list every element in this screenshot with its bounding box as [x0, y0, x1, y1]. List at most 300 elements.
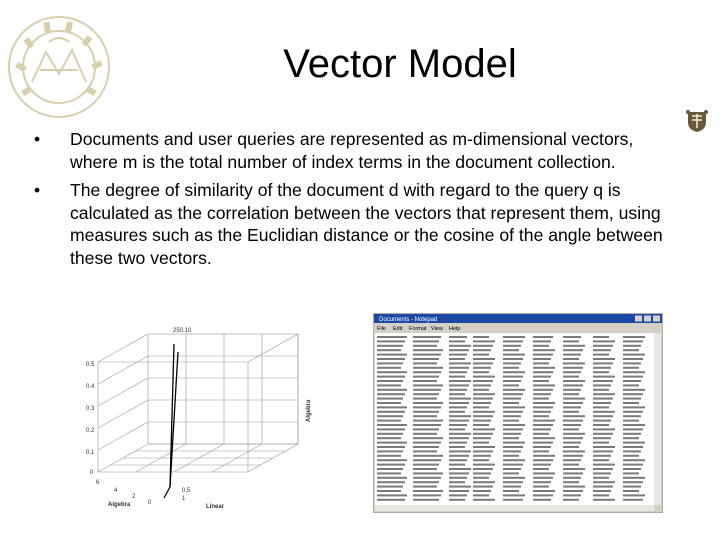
text-line	[563, 486, 585, 488]
text-line	[533, 459, 553, 461]
text-line	[623, 424, 645, 426]
text-line	[413, 362, 437, 364]
text-line	[623, 367, 639, 369]
text-line	[593, 420, 611, 422]
text-line	[623, 371, 645, 373]
text-line	[593, 486, 613, 488]
text-line	[623, 354, 645, 356]
text-line	[377, 389, 407, 391]
text-line	[533, 433, 549, 435]
text-line	[377, 336, 407, 338]
text-line	[413, 499, 439, 501]
text-line	[593, 336, 609, 338]
text-line	[623, 380, 641, 382]
text-line	[533, 446, 551, 448]
text-line	[473, 442, 489, 444]
text-line	[377, 340, 405, 342]
text-line	[413, 455, 443, 457]
text-line	[503, 446, 523, 448]
text-line	[593, 415, 613, 417]
text-line	[449, 411, 465, 413]
plot-top-label: 250.10	[173, 328, 192, 334]
text-line	[377, 376, 405, 378]
text-line	[377, 371, 407, 373]
text-line	[377, 406, 407, 408]
text-line	[623, 433, 641, 435]
text-line	[563, 494, 581, 496]
text-line	[449, 428, 465, 430]
text-line	[503, 367, 519, 369]
text-line	[593, 371, 609, 373]
text-line	[623, 494, 645, 496]
bullet-text: The degree of similarity of the document d with regard to the query q is calculated as the correlation between the vectors that represent them, using measures such as the Euclidian distance or the cosine of the angle between these two vectors.	[70, 180, 663, 268]
text-line	[593, 380, 613, 382]
text-line	[413, 336, 441, 338]
text-line	[473, 398, 493, 400]
text-line	[563, 376, 579, 378]
text-line	[377, 345, 403, 347]
text-line	[449, 406, 467, 408]
text-line	[413, 406, 441, 408]
text-line	[377, 472, 401, 474]
text-line	[449, 376, 465, 378]
text-line	[593, 459, 609, 461]
text-line	[503, 393, 523, 395]
text-line	[473, 402, 491, 404]
text-line	[593, 406, 609, 408]
menu-item: Help	[449, 326, 461, 332]
text-line	[377, 477, 407, 479]
z-axis-label: Algebra	[306, 399, 312, 422]
text-line	[593, 384, 611, 386]
text-line	[413, 389, 441, 391]
text-line	[533, 340, 551, 342]
text-line	[593, 499, 615, 501]
text-line	[623, 455, 639, 457]
text-line	[449, 371, 467, 373]
text-line	[503, 442, 525, 444]
text-line	[563, 459, 581, 461]
text-line	[413, 415, 437, 417]
text-line	[449, 340, 465, 342]
text-line	[593, 398, 613, 400]
text-line	[533, 367, 555, 369]
text-line	[533, 393, 551, 395]
text-line	[623, 389, 645, 391]
text-line	[563, 354, 581, 356]
text-line	[593, 411, 615, 413]
text-line	[449, 437, 469, 439]
scrollbar	[375, 505, 654, 511]
text-line	[533, 472, 555, 474]
text-line	[413, 490, 443, 492]
text-line	[563, 433, 585, 435]
text-line	[503, 437, 519, 439]
text-line	[563, 340, 579, 342]
text-line	[449, 446, 465, 448]
text-line	[473, 411, 495, 413]
text-line	[563, 477, 581, 479]
text-line	[503, 472, 519, 474]
text-line	[377, 446, 405, 448]
text-line	[413, 411, 439, 413]
text-line	[593, 362, 613, 364]
text-line	[413, 459, 441, 461]
text-line	[449, 494, 467, 496]
text-line	[473, 455, 491, 457]
text-line	[563, 499, 579, 501]
text-line	[503, 358, 523, 360]
text-line	[377, 415, 403, 417]
text-line	[533, 477, 553, 479]
text-line	[593, 376, 615, 378]
text-line	[623, 362, 641, 364]
text-line	[503, 345, 521, 347]
text-line	[623, 336, 645, 338]
text-line	[623, 437, 639, 439]
text-line	[533, 376, 551, 378]
text-line	[623, 446, 643, 448]
maximize-icon	[644, 316, 651, 322]
text-line	[377, 433, 403, 435]
text-line	[593, 349, 611, 351]
text-line	[623, 477, 645, 479]
text-line	[449, 336, 467, 338]
text-line	[503, 354, 525, 356]
text-line	[623, 384, 639, 386]
text-line	[449, 450, 471, 452]
text-line	[377, 398, 403, 400]
text-line	[503, 486, 521, 488]
text-line	[563, 362, 585, 364]
text-line	[377, 437, 401, 439]
text-line	[449, 398, 471, 400]
text-line	[533, 494, 553, 496]
text-line	[503, 376, 523, 378]
text-line	[563, 406, 581, 408]
text-line	[449, 472, 469, 474]
text-line	[473, 393, 495, 395]
text-line	[533, 354, 553, 356]
text-line	[377, 380, 403, 382]
y-tick: 0.5	[182, 488, 191, 494]
text-line	[449, 380, 471, 382]
text-line	[473, 340, 495, 342]
text-line	[473, 437, 491, 439]
text-line	[377, 402, 401, 404]
text-line	[473, 459, 489, 461]
text-line	[623, 459, 645, 461]
text-line	[473, 415, 493, 417]
text-line	[563, 380, 585, 382]
text-line	[377, 464, 405, 466]
text-line	[563, 455, 583, 457]
text-line	[533, 468, 549, 470]
text-line	[623, 406, 645, 408]
text-line	[377, 358, 405, 360]
text-line	[473, 477, 489, 479]
text-line	[533, 362, 549, 364]
text-line	[449, 402, 469, 404]
bullet-item	[34, 179, 684, 269]
text-line	[593, 481, 615, 483]
text-line	[473, 380, 493, 382]
text-line	[473, 354, 489, 356]
text-line	[593, 464, 615, 466]
text-line	[593, 455, 611, 457]
scrollbar	[654, 333, 661, 505]
text-line	[413, 380, 437, 382]
text-line	[377, 362, 403, 364]
text-line	[503, 459, 525, 461]
text-line	[593, 477, 609, 479]
crest-icon	[684, 108, 710, 134]
text-line	[473, 345, 493, 347]
text-line	[533, 415, 549, 417]
text-line	[563, 424, 581, 426]
menu-item: Edit	[393, 326, 403, 332]
text-line	[533, 428, 551, 430]
text-line	[473, 464, 495, 466]
text-line	[413, 420, 443, 422]
text-line	[473, 433, 493, 435]
text-line	[473, 406, 489, 408]
text-line	[593, 446, 615, 448]
text-line	[593, 442, 609, 444]
text-line	[563, 384, 583, 386]
text-line	[593, 433, 613, 435]
text-line	[533, 424, 553, 426]
text-line	[473, 428, 495, 430]
text-line	[473, 336, 489, 338]
text-line	[449, 499, 465, 501]
text-line	[593, 428, 615, 430]
text-line	[377, 354, 407, 356]
text-line	[413, 398, 437, 400]
text-line	[503, 420, 519, 422]
notepad-window-screenshot	[373, 313, 663, 513]
text-line	[449, 389, 467, 391]
text-line	[473, 468, 493, 470]
text-line	[503, 380, 521, 382]
text-line	[533, 481, 551, 483]
text-line	[449, 415, 471, 417]
text-line	[377, 494, 407, 496]
z-tick: 0.2	[86, 428, 95, 434]
text-line	[413, 402, 443, 404]
text-line	[473, 420, 491, 422]
text-line	[593, 345, 613, 347]
text-line	[413, 349, 443, 351]
text-line	[449, 384, 469, 386]
text-line	[593, 494, 609, 496]
text-line	[449, 345, 471, 347]
text-line	[533, 384, 555, 386]
text-line	[533, 358, 551, 360]
text-line	[413, 446, 439, 448]
text-line	[533, 464, 551, 466]
z-tick: 0.1	[86, 450, 95, 456]
text-line	[623, 402, 639, 404]
text-line	[623, 345, 641, 347]
text-line	[473, 349, 491, 351]
text-line	[623, 415, 641, 417]
x-tick: 2	[132, 494, 136, 500]
text-line	[377, 367, 401, 369]
text-line	[503, 336, 525, 338]
text-line	[563, 442, 581, 444]
text-line	[563, 393, 579, 395]
text-line	[623, 468, 641, 470]
menu-item: File	[377, 326, 386, 332]
y-axis-label: Linear	[206, 504, 225, 510]
text-line	[563, 464, 579, 466]
text-line	[503, 424, 525, 426]
text-line	[413, 468, 437, 470]
text-line	[377, 499, 405, 501]
text-line	[533, 420, 555, 422]
text-line	[563, 468, 585, 470]
text-line	[503, 494, 525, 496]
text-line	[449, 455, 469, 457]
text-line	[593, 424, 609, 426]
text-line	[593, 472, 611, 474]
text-line	[533, 398, 549, 400]
text-line	[533, 455, 555, 457]
text-line	[503, 499, 523, 501]
text-line	[593, 358, 615, 360]
text-line	[413, 494, 441, 496]
text-line	[593, 490, 611, 492]
text-line	[473, 371, 489, 373]
text-line	[473, 362, 493, 364]
text-line	[449, 349, 469, 351]
text-line	[473, 486, 493, 488]
text-line	[449, 393, 465, 395]
text-line	[473, 384, 491, 386]
text-line	[563, 481, 579, 483]
text-line	[473, 472, 491, 474]
text-line	[503, 481, 523, 483]
text-line	[503, 340, 523, 342]
text-line	[503, 468, 521, 470]
text-line	[503, 389, 525, 391]
text-line	[449, 477, 467, 479]
text-line	[413, 433, 437, 435]
text-line	[413, 442, 441, 444]
text-line	[533, 437, 555, 439]
text-line	[593, 389, 609, 391]
text-line	[449, 481, 465, 483]
text-line	[413, 354, 441, 356]
text-line	[413, 340, 439, 342]
text-line	[413, 472, 443, 474]
text-line	[413, 358, 439, 360]
text-line	[563, 411, 579, 413]
close-icon	[653, 316, 660, 322]
text-line	[623, 450, 641, 452]
text-line	[533, 380, 549, 382]
y-tick: 1	[182, 496, 186, 502]
text-line	[623, 442, 645, 444]
text-line	[413, 481, 439, 483]
university-seal-icon	[4, 12, 114, 122]
text-line	[503, 384, 519, 386]
text-line	[503, 455, 519, 457]
text-line	[563, 358, 579, 360]
text-line	[533, 349, 555, 351]
text-line	[563, 345, 585, 347]
text-line	[533, 450, 549, 452]
text-line	[623, 398, 641, 400]
text-line	[503, 490, 519, 492]
text-line	[563, 420, 583, 422]
text-line	[503, 428, 523, 430]
text-line	[413, 464, 439, 466]
text-line	[623, 340, 643, 342]
text-line	[449, 442, 467, 444]
text-line	[563, 367, 583, 369]
window-title: Documents - Notepad	[379, 317, 438, 323]
text-line	[503, 398, 521, 400]
text-line	[377, 424, 407, 426]
bullet-glyph: •	[34, 180, 41, 200]
x-tick: 6	[96, 480, 100, 486]
bullet-list	[34, 128, 684, 275]
3d-vector-plot	[78, 322, 348, 512]
text-line	[449, 464, 465, 466]
text-line	[449, 468, 471, 470]
text-line	[623, 481, 643, 483]
text-line	[533, 336, 553, 338]
text-line	[449, 354, 467, 356]
z-tick: 0.3	[86, 406, 95, 412]
text-line	[623, 486, 641, 488]
text-line	[623, 472, 639, 474]
text-line	[533, 406, 553, 408]
text-line	[533, 486, 549, 488]
text-line	[533, 402, 555, 404]
text-line	[377, 486, 403, 488]
text-line	[503, 402, 519, 404]
text-line	[377, 459, 407, 461]
text-line	[533, 345, 549, 347]
text-line	[503, 450, 521, 452]
text-line	[377, 468, 403, 470]
z-tick: 0.4	[86, 384, 95, 390]
z-tick: 0.5	[86, 362, 95, 368]
text-line	[449, 486, 471, 488]
text-line	[533, 442, 553, 444]
text-line	[413, 384, 443, 386]
text-line	[623, 499, 643, 501]
text-line	[473, 376, 495, 378]
text-line	[563, 437, 583, 439]
text-line	[623, 349, 639, 351]
text-line	[563, 371, 581, 373]
x-tick: 4	[114, 488, 118, 494]
text-line	[473, 450, 493, 452]
text-line	[449, 459, 467, 461]
minimize-icon	[635, 316, 642, 322]
text-line	[593, 354, 609, 356]
text-line	[377, 455, 401, 457]
text-line	[503, 406, 525, 408]
text-line	[593, 437, 611, 439]
text-line	[563, 472, 583, 474]
text-line	[623, 428, 643, 430]
text-line	[563, 428, 579, 430]
